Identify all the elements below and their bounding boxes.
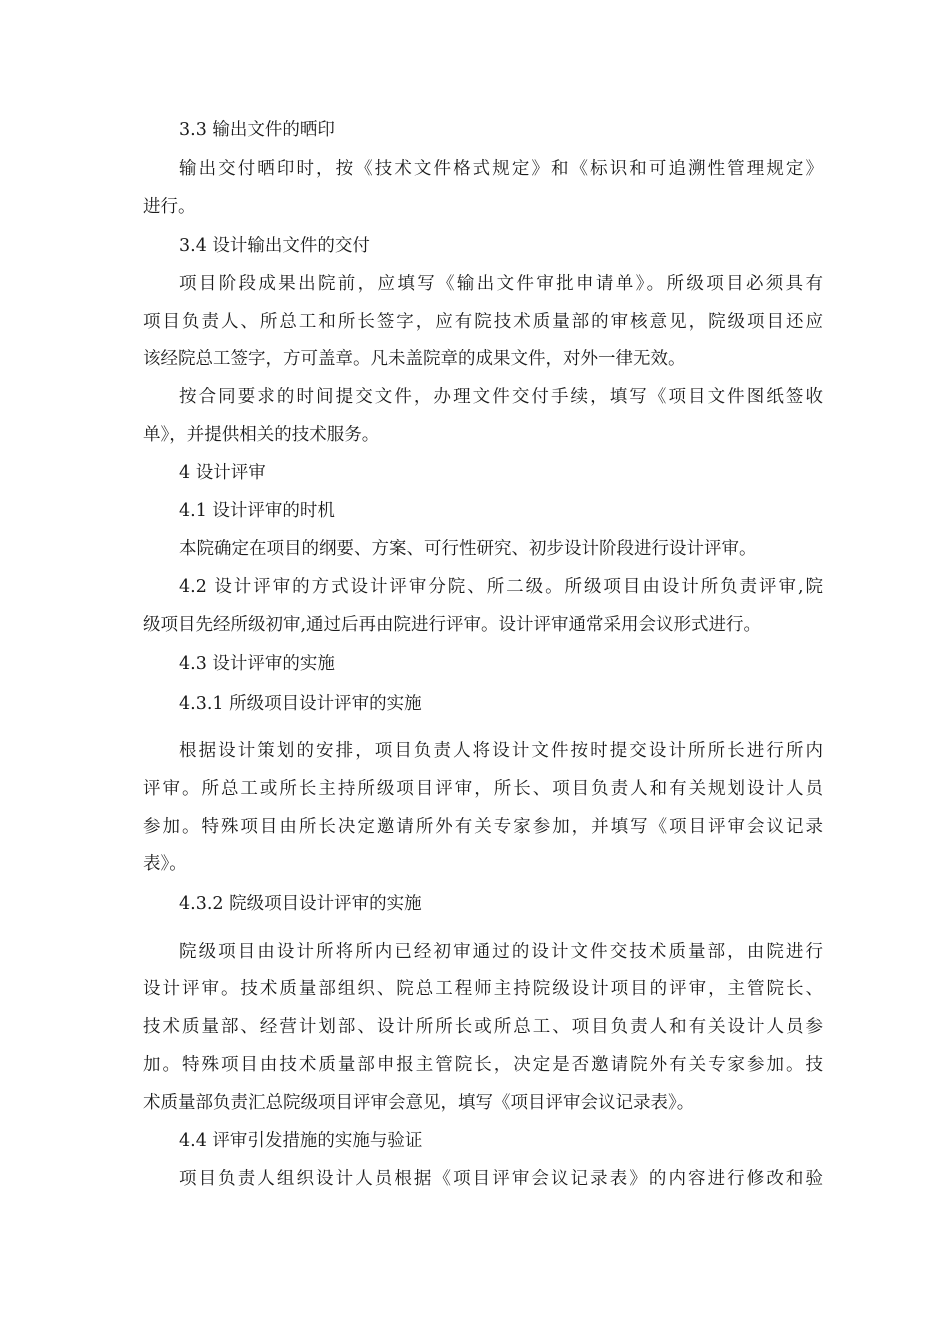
section-heading-4-3-2: 4.3.2 院级项目设计评审的实施 — [179, 894, 422, 914]
paragraph-line: 4.2 设计评审的方式设计评审分院、所二级。所级项目由设计所负责评审,院 — [179, 577, 823, 597]
section-heading-3-3: 3.3 输出文件的晒印 — [179, 120, 335, 140]
paragraph-line: 单》，并提供相关的技术服务。 — [143, 425, 380, 445]
paragraph-line: 术质量部负责汇总院级项目评审会意见，填写《项目评审会议记录表》。 — [143, 1093, 695, 1113]
section-heading-4: 4 设计评审 — [179, 463, 266, 483]
paragraph-line: 进行。 — [143, 197, 196, 217]
paragraph-line: 该经院总工签字，方可盖章。凡未盖院章的成果文件，对外一律无效。 — [143, 349, 686, 369]
paragraph-line: 按合同要求的时间提交文件，办理文件交付手续，填写《项目文件图纸签收 — [179, 387, 823, 407]
paragraph-line: 评审。所总工或所长主持所级项目评审，所长、项目负责人和有关规划设计人员 — [143, 779, 823, 799]
paragraph-line: 参加。特殊项目由所长决定邀请所外有关专家参加，并填写《项目评审会议记录 — [143, 817, 823, 837]
paragraph-line: 本院确定在项目的纲要、方案、可行性研究、初步设计阶段进行设计评审。 — [179, 539, 757, 559]
paragraph-line: 项目阶段成果出院前，应填写《输出文件审批申请单》。所级项目必须具有 — [179, 274, 823, 294]
paragraph-line: 根据设计策划的安排，项目负责人将设计文件按时提交设计所所长进行所内 — [179, 741, 823, 761]
section-heading-4-4: 4.4 评审引发措施的实施与验证 — [179, 1131, 423, 1151]
paragraph-line: 表》。 — [143, 854, 187, 874]
paragraph-line: 技术质量部、经营计划部、设计所所长或所总工、项目负责人和有关设计人员参 — [143, 1017, 823, 1037]
paragraph-line: 设计评审。技术质量部组织、院总工程师主持院级设计项目的评审，主管院长、 — [143, 979, 823, 999]
section-heading-4-3: 4.3 设计评审的实施 — [179, 654, 335, 674]
section-heading-3-4: 3.4 设计输出文件的交付 — [179, 236, 370, 256]
paragraph-line: 加。特殊项目由技术质量部申报主管院长，决定是否邀请院外有关专家参加。技 — [143, 1055, 823, 1075]
section-heading-4-3-1: 4.3.1 所级项目设计评审的实施 — [179, 694, 422, 714]
paragraph-line: 输出交付晒印时，按《技术文件格式规定》和《标识和可追溯性管理规定》 — [179, 159, 823, 179]
paragraph-line: 院级项目由设计所将所内已经初审通过的设计文件交技术质量部，由院进行 — [179, 942, 823, 962]
section-heading-4-1: 4.1 设计评审的时机 — [179, 501, 335, 521]
paragraph-line: 项目负责人、所总工和所长签字，应有院技术质量部的审核意见，院级项目还应 — [143, 312, 823, 332]
paragraph-line: 级项目先经所级初审,通过后再由院进行评审。设计评审通常采用会议形式进行。 — [143, 615, 762, 635]
paragraph-line: 项目负责人组织设计人员根据《项目评审会议记录表》的内容进行修改和验 — [179, 1169, 823, 1189]
